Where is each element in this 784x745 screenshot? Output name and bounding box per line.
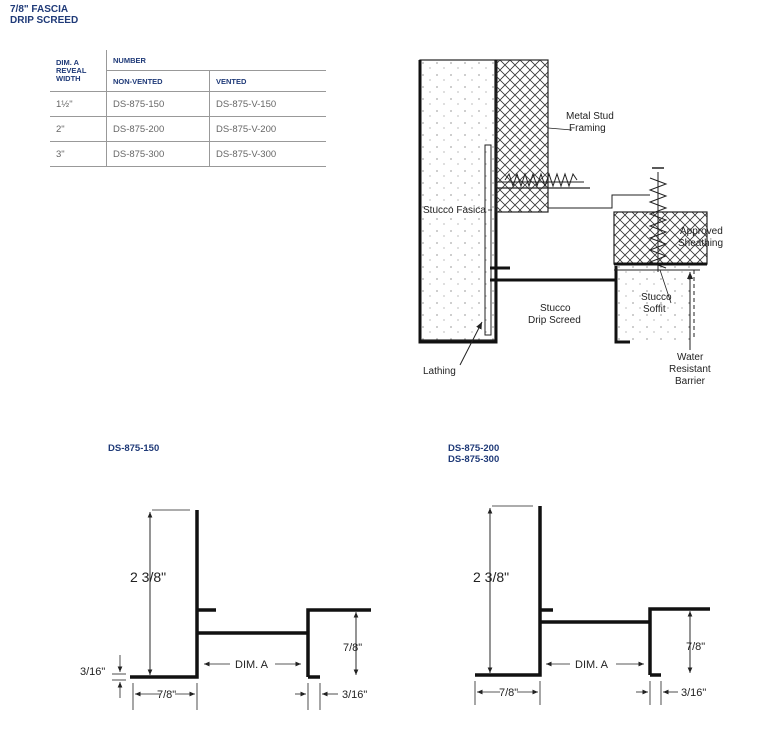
width-cell: 1½" [50,92,107,117]
metal-stud-label: Metal Stud Framing [566,111,614,134]
stucco-fascia-label: Stucco Fasica [423,205,486,216]
profile-left-title: DS-875-150 [108,443,160,454]
non-vented-cell: DS-875-200 [107,117,210,142]
right-height-dim: 2 3/8" [473,569,510,585]
vented-cell: DS-875-V-300 [209,142,326,167]
drip-screed-profile [490,268,616,280]
left-small-dim: 3/16" [342,689,368,701]
metal-stud-framing [496,60,548,212]
width-cell: 3" [50,142,107,167]
left-lip-dim: 3/16" [80,666,106,678]
right-small-dim: 3/16" [681,687,707,699]
right-base-width-dim: 7/8" [499,687,519,699]
non-vented-cell: DS-875-150 [107,92,210,117]
profile-right-title-line-1: DS-875-200 [448,443,500,454]
water-resistant-barrier-label: Water Resistant Barrier [669,352,711,387]
right-dim-a: DIM. A [575,659,609,671]
non-vented-header: NON-VENTED [107,71,210,92]
number-header: NUMBER [107,50,327,71]
approved-sheathing-label: Approved Sheathing [678,226,724,249]
vented-header: VENTED [209,71,326,92]
left-reveal-dim: 7/8" [343,642,363,654]
left-height-dim: 2 3/8" [130,569,167,585]
title-line-2: DRIP SCREED [10,15,79,26]
left-base-width-dim: 7/8" [157,689,177,701]
vented-cell: DS-875-V-200 [209,117,326,142]
left-dim-a: DIM. A [235,659,269,671]
stucco-soffit-label: Stucco Soffit [641,292,672,315]
width-cell: 2" [50,117,107,142]
stucco-drip-screed-label: Stucco Drip Screed [528,303,581,326]
non-vented-cell: DS-875-300 [107,142,210,167]
right-reveal-dim: 7/8" [686,641,706,653]
profile-left-drawing [112,510,371,710]
profile-right-title-line-2: DS-875-300 [448,454,500,465]
dim-a-header: DIM. A REVEAL WIDTH [50,50,107,92]
lathing-label: Lathing [423,366,456,377]
vented-cell: DS-875-V-150 [209,92,326,117]
profile-right-drawing [475,506,710,705]
stucco-fascia-body [420,60,495,340]
title-line-1: 7/8" FASCIA [10,4,69,15]
stucco-soffit [616,266,694,340]
